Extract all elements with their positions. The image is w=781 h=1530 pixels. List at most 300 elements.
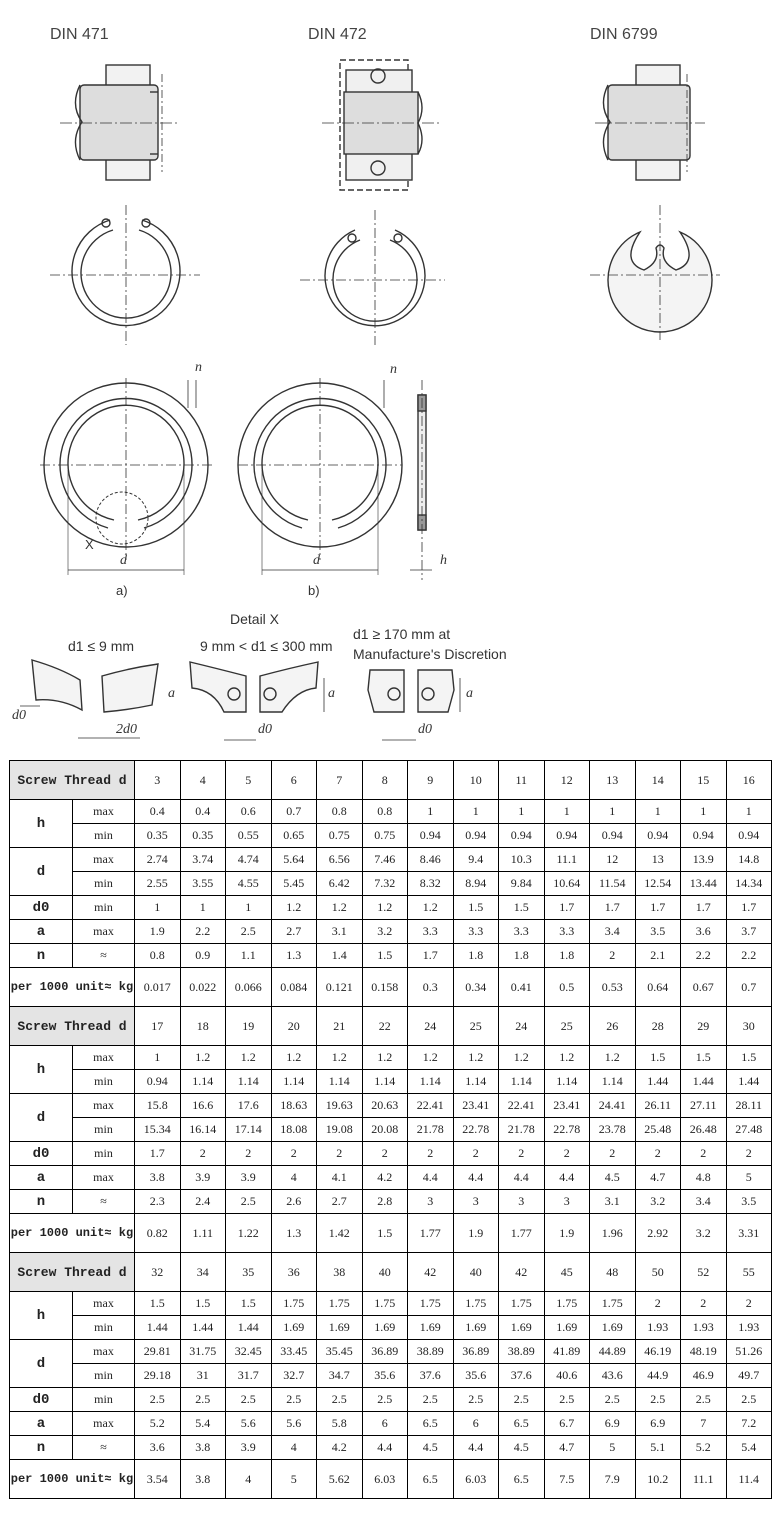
weight-cell: 3.54 xyxy=(135,1460,181,1499)
a-cell: 3.3 xyxy=(408,920,454,944)
h-label: h xyxy=(10,800,73,848)
d-min-row xyxy=(10,1118,772,1142)
d-label: d xyxy=(10,1094,73,1142)
h-min-cell: 1.69 xyxy=(271,1316,317,1340)
n-cell: 4.4 xyxy=(362,1436,408,1460)
label-d-a: d xyxy=(120,553,127,568)
thread-header-row xyxy=(10,761,772,800)
thread-size-cell: 40 xyxy=(453,1253,499,1292)
title-din6799: DIN 6799 xyxy=(590,26,658,43)
technical-drawing xyxy=(0,0,781,758)
weight-cell: 6.5 xyxy=(499,1460,545,1499)
n-cell: 2.5 xyxy=(226,1190,272,1214)
d0-cell: 2.5 xyxy=(271,1388,317,1412)
h-min-cell: 1.14 xyxy=(362,1070,408,1094)
a-cell: 5.2 xyxy=(135,1412,181,1436)
n-cell: 2.1 xyxy=(635,944,681,968)
label-d0-1: d0 xyxy=(12,708,26,723)
h-max-cell: 1.2 xyxy=(180,1046,226,1070)
a-cell: 6.9 xyxy=(635,1412,681,1436)
d-min-cell: 40.6 xyxy=(544,1364,590,1388)
h-max-cell: 1.75 xyxy=(499,1292,545,1316)
h-min-cell: 0.75 xyxy=(362,824,408,848)
n-cell: 5.2 xyxy=(681,1436,727,1460)
d-min-cell: 34.7 xyxy=(317,1364,363,1388)
thread-size-cell: 10 xyxy=(453,761,499,800)
n-cell: 1.8 xyxy=(544,944,590,968)
h-min-row xyxy=(10,824,772,848)
d-max-cell: 38.89 xyxy=(408,1340,454,1364)
thread-size-cell: 15 xyxy=(681,761,727,800)
weight-cell: 1.11 xyxy=(180,1214,226,1253)
n-cell: 4.5 xyxy=(408,1436,454,1460)
d0-cell: 1.7 xyxy=(635,896,681,920)
thread-size-cell: 6 xyxy=(271,761,317,800)
h-min-cell: 0.94 xyxy=(726,824,772,848)
din472-ring-icon xyxy=(300,210,445,345)
a-cell: 6.7 xyxy=(544,1412,590,1436)
thread-size-cell: 24 xyxy=(408,1007,454,1046)
weight-cell: 0.53 xyxy=(590,968,636,1007)
d-min-cell: 31 xyxy=(180,1364,226,1388)
d0-cell: 2.5 xyxy=(499,1388,545,1412)
label-fig-b: b) xyxy=(308,583,320,598)
weight-cell: 0.34 xyxy=(453,968,499,1007)
d-max-cell: 17.6 xyxy=(226,1094,272,1118)
d-min-cell: 15.34 xyxy=(135,1118,181,1142)
d0-cell: 1.5 xyxy=(499,896,545,920)
d-max-cell: 51.26 xyxy=(726,1340,772,1364)
thread-size-cell: 42 xyxy=(499,1253,545,1292)
d-max-cell: 14.8 xyxy=(726,848,772,872)
d-min-cell: 35.6 xyxy=(453,1364,499,1388)
d0-cell: 1 xyxy=(135,896,181,920)
a-cell: 3.3 xyxy=(453,920,499,944)
h-max-cell: 2 xyxy=(635,1292,681,1316)
thread-size-cell: 18 xyxy=(180,1007,226,1046)
h-max-cell: 1.5 xyxy=(726,1046,772,1070)
h-max-cell: 1 xyxy=(135,1046,181,1070)
d0-cell: 1 xyxy=(226,896,272,920)
weight-row xyxy=(10,1460,772,1499)
n-cell: 3 xyxy=(499,1190,545,1214)
h-min-cell: 0.94 xyxy=(681,824,727,848)
a-cell: 3.1 xyxy=(317,920,363,944)
label-2d0: 2d0 xyxy=(116,722,137,737)
h-min-cell: 0.75 xyxy=(317,824,363,848)
d-max-cell: 31.75 xyxy=(180,1340,226,1364)
thread-size-cell: 7 xyxy=(317,761,363,800)
h-max-cell: 1.75 xyxy=(317,1292,363,1316)
d-min-cell: 31.7 xyxy=(226,1364,272,1388)
d0-row xyxy=(10,1388,772,1412)
h-max-cell: 1.2 xyxy=(408,1046,454,1070)
n-cell: 3 xyxy=(544,1190,590,1214)
d-max-cell: 24.41 xyxy=(590,1094,636,1118)
d-min-cell: 22.78 xyxy=(544,1118,590,1142)
weight-cell: 11.4 xyxy=(726,1460,772,1499)
h-min-cell: 0.35 xyxy=(180,824,226,848)
d-max-cell: 23.41 xyxy=(544,1094,590,1118)
h-min-cell: 1.14 xyxy=(453,1070,499,1094)
d-max-row xyxy=(10,1340,772,1364)
weight-cell: 0.82 xyxy=(135,1214,181,1253)
d-max-cell: 13.9 xyxy=(681,848,727,872)
d-max-cell: 46.19 xyxy=(635,1340,681,1364)
thread-size-cell: 25 xyxy=(544,1007,590,1046)
d-max-cell: 36.89 xyxy=(362,1340,408,1364)
weight-cell: 11.1 xyxy=(681,1460,727,1499)
label-d-b: d xyxy=(313,553,320,568)
n-cell: 1.5 xyxy=(362,944,408,968)
d-max-cell: 9.4 xyxy=(453,848,499,872)
weight-cell: 5.62 xyxy=(317,1460,363,1499)
n-cell: 0.9 xyxy=(180,944,226,968)
h-min-cell: 1.14 xyxy=(544,1070,590,1094)
d-max-row xyxy=(10,848,772,872)
a-cell: 2.7 xyxy=(271,920,317,944)
a-cell: 6 xyxy=(362,1412,408,1436)
d-min-cell: 20.08 xyxy=(362,1118,408,1142)
a-label: a xyxy=(10,1166,73,1190)
d-max-cell: 36.89 xyxy=(453,1340,499,1364)
d-min-cell: 19.08 xyxy=(317,1118,363,1142)
label-cond-2: 9 mm < d1 ≤ 300 mm xyxy=(200,638,333,654)
d-min-cell: 4.55 xyxy=(226,872,272,896)
n-row xyxy=(10,1436,772,1460)
n-label: n xyxy=(10,944,73,968)
h-max-cell: 1.75 xyxy=(408,1292,454,1316)
h-min-cell: 1.44 xyxy=(226,1316,272,1340)
d0-cell: 2.5 xyxy=(453,1388,499,1412)
d-min-cell: 46.9 xyxy=(681,1364,727,1388)
weight-cell: 4 xyxy=(226,1460,272,1499)
h-max-cell: 1.2 xyxy=(271,1046,317,1070)
thread-size-cell: 26 xyxy=(590,1007,636,1046)
a-cell: 3.3 xyxy=(544,920,590,944)
thread-size-cell: 24 xyxy=(499,1007,545,1046)
label-h: h xyxy=(440,553,447,568)
d0-cell: 1.2 xyxy=(317,896,363,920)
h-min-cell: 1.14 xyxy=(317,1070,363,1094)
d-max-cell: 27.11 xyxy=(681,1094,727,1118)
thread-size-cell: 11 xyxy=(499,761,545,800)
a-cell: 4.5 xyxy=(590,1166,636,1190)
d-min-cell: 17.14 xyxy=(226,1118,272,1142)
label-d0-3: d0 xyxy=(418,722,432,737)
thread-size-cell: 36 xyxy=(271,1253,317,1292)
d0-cell: 1 xyxy=(180,896,226,920)
d-max-cell: 18.63 xyxy=(271,1094,317,1118)
d-min-cell: 2.55 xyxy=(135,872,181,896)
weight-cell: 1.3 xyxy=(271,1214,317,1253)
thread-size-cell: 38 xyxy=(317,1253,363,1292)
d0-label: d0 xyxy=(10,1388,73,1412)
h-min-row xyxy=(10,1316,772,1340)
n-cell: 2.2 xyxy=(726,944,772,968)
weight-cell: 0.7 xyxy=(726,968,772,1007)
h-max-cell: 1 xyxy=(408,800,454,824)
d-min-cell: 21.78 xyxy=(408,1118,454,1142)
label-x: X xyxy=(85,537,94,552)
d-min-cell: 25.48 xyxy=(635,1118,681,1142)
h-max-cell: 0.6 xyxy=(226,800,272,824)
h-min-cell: 1.69 xyxy=(408,1316,454,1340)
n-cell: 3.5 xyxy=(726,1190,772,1214)
n-cell: 3 xyxy=(453,1190,499,1214)
min-label: min xyxy=(73,872,135,896)
ring-variant-a-icon xyxy=(40,378,215,575)
n-cell: 4 xyxy=(271,1436,317,1460)
d0-cell: 2.5 xyxy=(544,1388,590,1412)
d-max-cell: 6.56 xyxy=(317,848,363,872)
n-cell: 4.2 xyxy=(317,1436,363,1460)
h-max-cell: 1.2 xyxy=(499,1046,545,1070)
a-cell: 4.7 xyxy=(635,1166,681,1190)
thread-size-cell: 40 xyxy=(362,1253,408,1292)
a-cell: 4.2 xyxy=(362,1166,408,1190)
n-cell: 2 xyxy=(590,944,636,968)
d-min-cell: 9.84 xyxy=(499,872,545,896)
n-cell: 2.6 xyxy=(271,1190,317,1214)
thread-header-row xyxy=(10,1007,772,1046)
d0-cell: 2.5 xyxy=(135,1388,181,1412)
d0-cell: 2 xyxy=(271,1142,317,1166)
spec-table-body xyxy=(10,761,772,1499)
d-max-cell: 48.19 xyxy=(681,1340,727,1364)
d-min-cell: 18.08 xyxy=(271,1118,317,1142)
h-max-row xyxy=(10,1046,772,1070)
thread-size-cell: 13 xyxy=(590,761,636,800)
d0-cell: 1.7 xyxy=(544,896,590,920)
d-max-cell: 22.41 xyxy=(499,1094,545,1118)
weight-cell: 0.158 xyxy=(362,968,408,1007)
d-min-row xyxy=(10,872,772,896)
a-cell: 6 xyxy=(453,1412,499,1436)
d0-cell: 2.5 xyxy=(681,1388,727,1412)
d-min-cell: 8.32 xyxy=(408,872,454,896)
thread-size-cell: 42 xyxy=(408,1253,454,1292)
thread-size-cell: 29 xyxy=(681,1007,727,1046)
h-min-cell: 0.94 xyxy=(135,1070,181,1094)
a-row xyxy=(10,920,772,944)
screw-thread-label: Screw Thread d xyxy=(10,1253,135,1292)
d0-cell: 2 xyxy=(590,1142,636,1166)
d0-cell: 1.5 xyxy=(453,896,499,920)
a-cell: 3.5 xyxy=(635,920,681,944)
n-cell: 0.8 xyxy=(135,944,181,968)
d-max-row xyxy=(10,1094,772,1118)
weight-label: per 1000 unit≈ kg xyxy=(10,1460,135,1499)
a-cell: 4.4 xyxy=(453,1166,499,1190)
din6799-ring-icon xyxy=(590,205,720,340)
a-sublabel: max xyxy=(73,1412,135,1436)
a-label: a xyxy=(10,920,73,944)
min-label: min xyxy=(73,1070,135,1094)
a-sublabel: max xyxy=(73,920,135,944)
weight-cell: 6.03 xyxy=(453,1460,499,1499)
d-max-cell: 35.45 xyxy=(317,1340,363,1364)
ring-side-view-icon xyxy=(410,380,432,580)
d-max-cell: 11.1 xyxy=(544,848,590,872)
a-cell: 3.4 xyxy=(590,920,636,944)
thread-size-cell: 4 xyxy=(180,761,226,800)
h-min-cell: 0.94 xyxy=(499,824,545,848)
h-max-cell: 0.4 xyxy=(180,800,226,824)
d-min-row xyxy=(10,1364,772,1388)
ring-variant-b-icon xyxy=(238,378,402,575)
h-max-cell: 1 xyxy=(590,800,636,824)
thread-size-cell: 14 xyxy=(635,761,681,800)
h-min-cell: 1.44 xyxy=(726,1070,772,1094)
h-min-cell: 1.93 xyxy=(726,1316,772,1340)
n-cell: 4.4 xyxy=(453,1436,499,1460)
n-cell: 4.5 xyxy=(499,1436,545,1460)
label-cond-3a: d1 ≥ 170 mm at xyxy=(353,626,451,642)
d0-cell: 2 xyxy=(317,1142,363,1166)
n-cell: 1.4 xyxy=(317,944,363,968)
h-min-cell: 0.94 xyxy=(453,824,499,848)
d-max-cell: 32.45 xyxy=(226,1340,272,1364)
a-cell: 3.3 xyxy=(499,920,545,944)
thread-header-row xyxy=(10,1253,772,1292)
h-min-cell: 0.94 xyxy=(544,824,590,848)
d-min-cell: 22.78 xyxy=(453,1118,499,1142)
weight-cell: 0.066 xyxy=(226,968,272,1007)
label-a-1: a xyxy=(168,686,175,701)
thread-size-cell: 3 xyxy=(135,761,181,800)
a-cell: 2.2 xyxy=(180,920,226,944)
detail-medium-icon xyxy=(190,662,324,740)
h-min-cell: 1.14 xyxy=(590,1070,636,1094)
d-max-cell: 33.45 xyxy=(271,1340,317,1364)
d-min-cell: 16.14 xyxy=(180,1118,226,1142)
thread-size-cell: 34 xyxy=(180,1253,226,1292)
max-label: max xyxy=(73,1046,135,1070)
h-min-cell: 0.65 xyxy=(271,824,317,848)
weight-label: per 1000 unit≈ kg xyxy=(10,1214,135,1253)
d0-cell: 2.5 xyxy=(726,1388,772,1412)
a-row xyxy=(10,1166,772,1190)
h-max-cell: 1.2 xyxy=(226,1046,272,1070)
thread-size-cell: 50 xyxy=(635,1253,681,1292)
d-max-cell: 7.46 xyxy=(362,848,408,872)
h-min-cell: 1.44 xyxy=(635,1070,681,1094)
d-max-cell: 2.74 xyxy=(135,848,181,872)
min-label: min xyxy=(73,1316,135,1340)
din472-assembly-icon xyxy=(322,60,440,190)
a-row xyxy=(10,1412,772,1436)
a-cell: 4.4 xyxy=(499,1166,545,1190)
h-min-cell: 1.14 xyxy=(226,1070,272,1094)
d-max-cell: 13 xyxy=(635,848,681,872)
h-max-cell: 1.2 xyxy=(453,1046,499,1070)
d-min-cell: 37.6 xyxy=(408,1364,454,1388)
h-min-cell: 0.94 xyxy=(408,824,454,848)
d-min-cell: 43.6 xyxy=(590,1364,636,1388)
d0-sublabel: min xyxy=(73,1142,135,1166)
a-cell: 4.4 xyxy=(544,1166,590,1190)
d-max-cell: 16.6 xyxy=(180,1094,226,1118)
d0-cell: 2 xyxy=(453,1142,499,1166)
d0-label: d0 xyxy=(10,1142,73,1166)
a-cell: 4.8 xyxy=(681,1166,727,1190)
thread-size-cell: 12 xyxy=(544,761,590,800)
din471-assembly-icon xyxy=(60,65,180,180)
label-fig-a: a) xyxy=(116,583,128,598)
min-label: min xyxy=(73,1118,135,1142)
weight-cell: 2.92 xyxy=(635,1214,681,1253)
d0-cell: 2 xyxy=(226,1142,272,1166)
label-n-b: n xyxy=(390,362,397,377)
d-min-cell: 35.6 xyxy=(362,1364,408,1388)
h-min-cell: 1.14 xyxy=(271,1070,317,1094)
d0-cell: 2.5 xyxy=(635,1388,681,1412)
thread-size-cell: 55 xyxy=(726,1253,772,1292)
d-min-cell: 11.54 xyxy=(590,872,636,896)
n-cell: 1.8 xyxy=(453,944,499,968)
h-min-cell: 0.94 xyxy=(635,824,681,848)
h-max-cell: 0.8 xyxy=(362,800,408,824)
n-label: n xyxy=(10,1190,73,1214)
weight-row xyxy=(10,1214,772,1253)
d-max-cell: 44.89 xyxy=(590,1340,636,1364)
detail-large-icon xyxy=(368,670,460,740)
h-min-cell: 1.44 xyxy=(180,1316,226,1340)
h-max-cell: 1.75 xyxy=(453,1292,499,1316)
n-cell: 1.3 xyxy=(271,944,317,968)
weight-cell: 0.084 xyxy=(271,968,317,1007)
d0-cell: 1.7 xyxy=(726,896,772,920)
n-cell: 3.8 xyxy=(180,1436,226,1460)
thread-size-cell: 48 xyxy=(590,1253,636,1292)
a-cell: 6.5 xyxy=(499,1412,545,1436)
h-label: h xyxy=(10,1292,73,1340)
n-cell: 3.4 xyxy=(681,1190,727,1214)
h-max-cell: 1 xyxy=(681,800,727,824)
h-max-cell: 1.2 xyxy=(544,1046,590,1070)
d-min-cell: 10.64 xyxy=(544,872,590,896)
weight-cell: 0.121 xyxy=(317,968,363,1007)
a-cell: 4.4 xyxy=(408,1166,454,1190)
max-label: max xyxy=(73,800,135,824)
h-min-cell: 1.69 xyxy=(453,1316,499,1340)
d0-cell: 2 xyxy=(180,1142,226,1166)
weight-label: per 1000 unit≈ kg xyxy=(10,968,135,1007)
thread-size-cell: 17 xyxy=(135,1007,181,1046)
thread-size-cell: 30 xyxy=(726,1007,772,1046)
a-cell: 3.6 xyxy=(681,920,727,944)
thread-size-cell: 20 xyxy=(271,1007,317,1046)
max-label: max xyxy=(73,1292,135,1316)
a-cell: 5.8 xyxy=(317,1412,363,1436)
weight-cell: 7.9 xyxy=(590,1460,636,1499)
screw-thread-label: Screw Thread d xyxy=(10,1007,135,1046)
h-max-cell: 2 xyxy=(726,1292,772,1316)
d0-cell: 2 xyxy=(726,1142,772,1166)
n-cell: 1.1 xyxy=(226,944,272,968)
weight-cell: 0.64 xyxy=(635,968,681,1007)
n-sublabel: ≈ xyxy=(73,1190,135,1214)
d0-cell: 2 xyxy=(544,1142,590,1166)
d-min-cell: 27.48 xyxy=(726,1118,772,1142)
spec-table xyxy=(9,760,772,1499)
d-min-cell: 32.7 xyxy=(271,1364,317,1388)
a-cell: 7.2 xyxy=(726,1412,772,1436)
thread-size-cell: 21 xyxy=(317,1007,363,1046)
n-sublabel: ≈ xyxy=(73,1436,135,1460)
h-max-cell: 1.2 xyxy=(590,1046,636,1070)
